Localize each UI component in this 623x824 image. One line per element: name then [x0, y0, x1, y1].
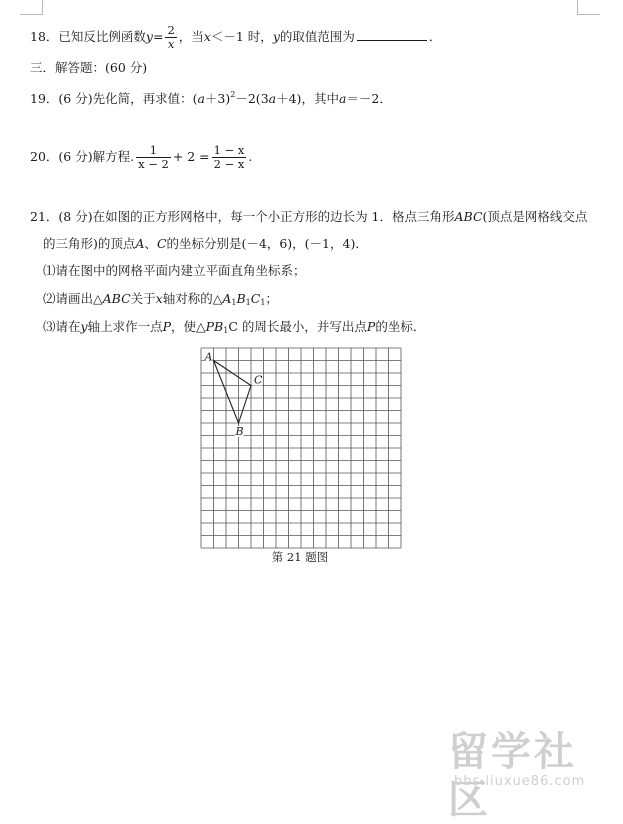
question-text: ⑵请画出△ [43, 291, 103, 306]
var-a: a [268, 91, 277, 106]
question-21-line-1 [30, 208, 587, 226]
equals-sign: = [152, 29, 164, 44]
watermark-logo-text: 留学社区 [448, 729, 577, 823]
watermark [448, 728, 616, 823]
question-20 [30, 144, 252, 171]
question-text: －2(3 [235, 91, 269, 106]
question-number: 20． [30, 149, 59, 164]
fraction-denominator: 2 − x [213, 157, 245, 171]
vertex-label-c: C [254, 373, 263, 387]
var-y: y [272, 29, 280, 44]
separator: 、 [144, 236, 157, 251]
question-text: ＝－2． [346, 91, 392, 106]
watermark-url: bbs.liuxue86.com [454, 774, 586, 789]
question-text: ⑶请在 [43, 319, 81, 334]
question-text: 的坐标分别是(－4，6)，(－1，4)． [166, 236, 368, 251]
var-x: x [155, 291, 163, 306]
fraction-denominator: x − 2 [138, 157, 169, 171]
question-21-item-3 [43, 318, 425, 340]
crop-mark-right [577, 0, 600, 15]
question-text: 已知反比例函数 [58, 29, 146, 44]
var-abc: ABC [102, 291, 131, 306]
question-text: (顶点是网格线交点 [482, 209, 588, 224]
triangle-abc [214, 361, 252, 424]
fraction-numerator: 1 − x [213, 143, 245, 157]
var-y: y [80, 319, 88, 334]
question-text: 关于 [130, 291, 156, 306]
vertex-label-a: A [204, 350, 213, 364]
question-text: (8 分)在如图的正方形网格中，每一个小正方形的边长为 1．格点三角形 [58, 209, 455, 224]
question-text: 轴上求作一点 [87, 319, 163, 334]
var-x: x [167, 37, 175, 51]
question-number: 19． [30, 91, 59, 106]
question-text: C 的周长最小，并写出点 [228, 319, 367, 334]
question-number: 21． [30, 209, 59, 224]
subscript-one: 1 [245, 298, 251, 307]
crop-mark-left [20, 0, 43, 15]
var-a: a [338, 91, 347, 106]
square-grid-figure [200, 347, 402, 549]
fraction-1-over-x-minus-2 [136, 144, 171, 171]
question-text: ＜－1 时， [210, 29, 273, 44]
question-text: (6 分)解方程. [58, 149, 135, 164]
question-21-item-1: ⑴请在图中的网格平面内建立平面直角坐标系； [43, 263, 306, 278]
question-number: 18． [30, 29, 59, 44]
exponent: 2 [230, 90, 236, 99]
vertex-label-b: B [235, 425, 244, 438]
question-21-line-2 [43, 235, 368, 253]
var-a-point: A [135, 236, 145, 251]
question-21-item-2 [43, 290, 278, 312]
question-text: (6 分)先化简，再求值：( [58, 91, 198, 106]
fraction-2-over-x [165, 24, 176, 51]
var-abc: ABC [454, 209, 483, 224]
fraction-numerator: 1 [136, 144, 171, 158]
question-text: 轴对称的△ [162, 291, 223, 306]
fraction-1-minus-x-over-2-minus-x [212, 144, 247, 171]
answer-blank[interactable] [357, 28, 427, 41]
figure-caption: 第 21 题图 [271, 550, 329, 564]
question-text: . [248, 149, 253, 164]
var-c1: C [250, 291, 261, 306]
var-p: P [366, 319, 376, 334]
question-text: ； [265, 291, 278, 306]
var-p: P [162, 319, 172, 334]
question-19 [30, 86, 392, 108]
var-a: a [197, 91, 205, 106]
question-text: 的三角形)的顶点 [43, 236, 136, 251]
question-text: ，当 [178, 29, 204, 44]
var-a1: A [222, 291, 232, 306]
equation-middle: + 2 = [172, 149, 210, 164]
fraction-denominator [165, 38, 176, 51]
question-text: 的取值范围为 [279, 29, 355, 44]
subscript-one: 1 [231, 298, 237, 307]
question-text: ，使△ [171, 319, 206, 334]
subscript-one: 1 [223, 326, 229, 335]
fraction-numerator: 2 [167, 23, 175, 37]
question-18 [30, 24, 441, 51]
question-text: ． [428, 29, 442, 44]
subscript-one: 1 [260, 298, 266, 307]
question-text: ＋3) [204, 91, 231, 106]
var-y: y [145, 29, 153, 44]
var-b1: B [236, 291, 246, 306]
question-text: ＋4)，其中 [276, 91, 339, 106]
question-text: 的坐标． [375, 319, 426, 334]
section-heading: 三．解答题：(60 分) [30, 60, 148, 75]
var-c-point: C [156, 236, 167, 251]
var-pb: PB [205, 319, 224, 334]
var-x: x [203, 29, 211, 44]
